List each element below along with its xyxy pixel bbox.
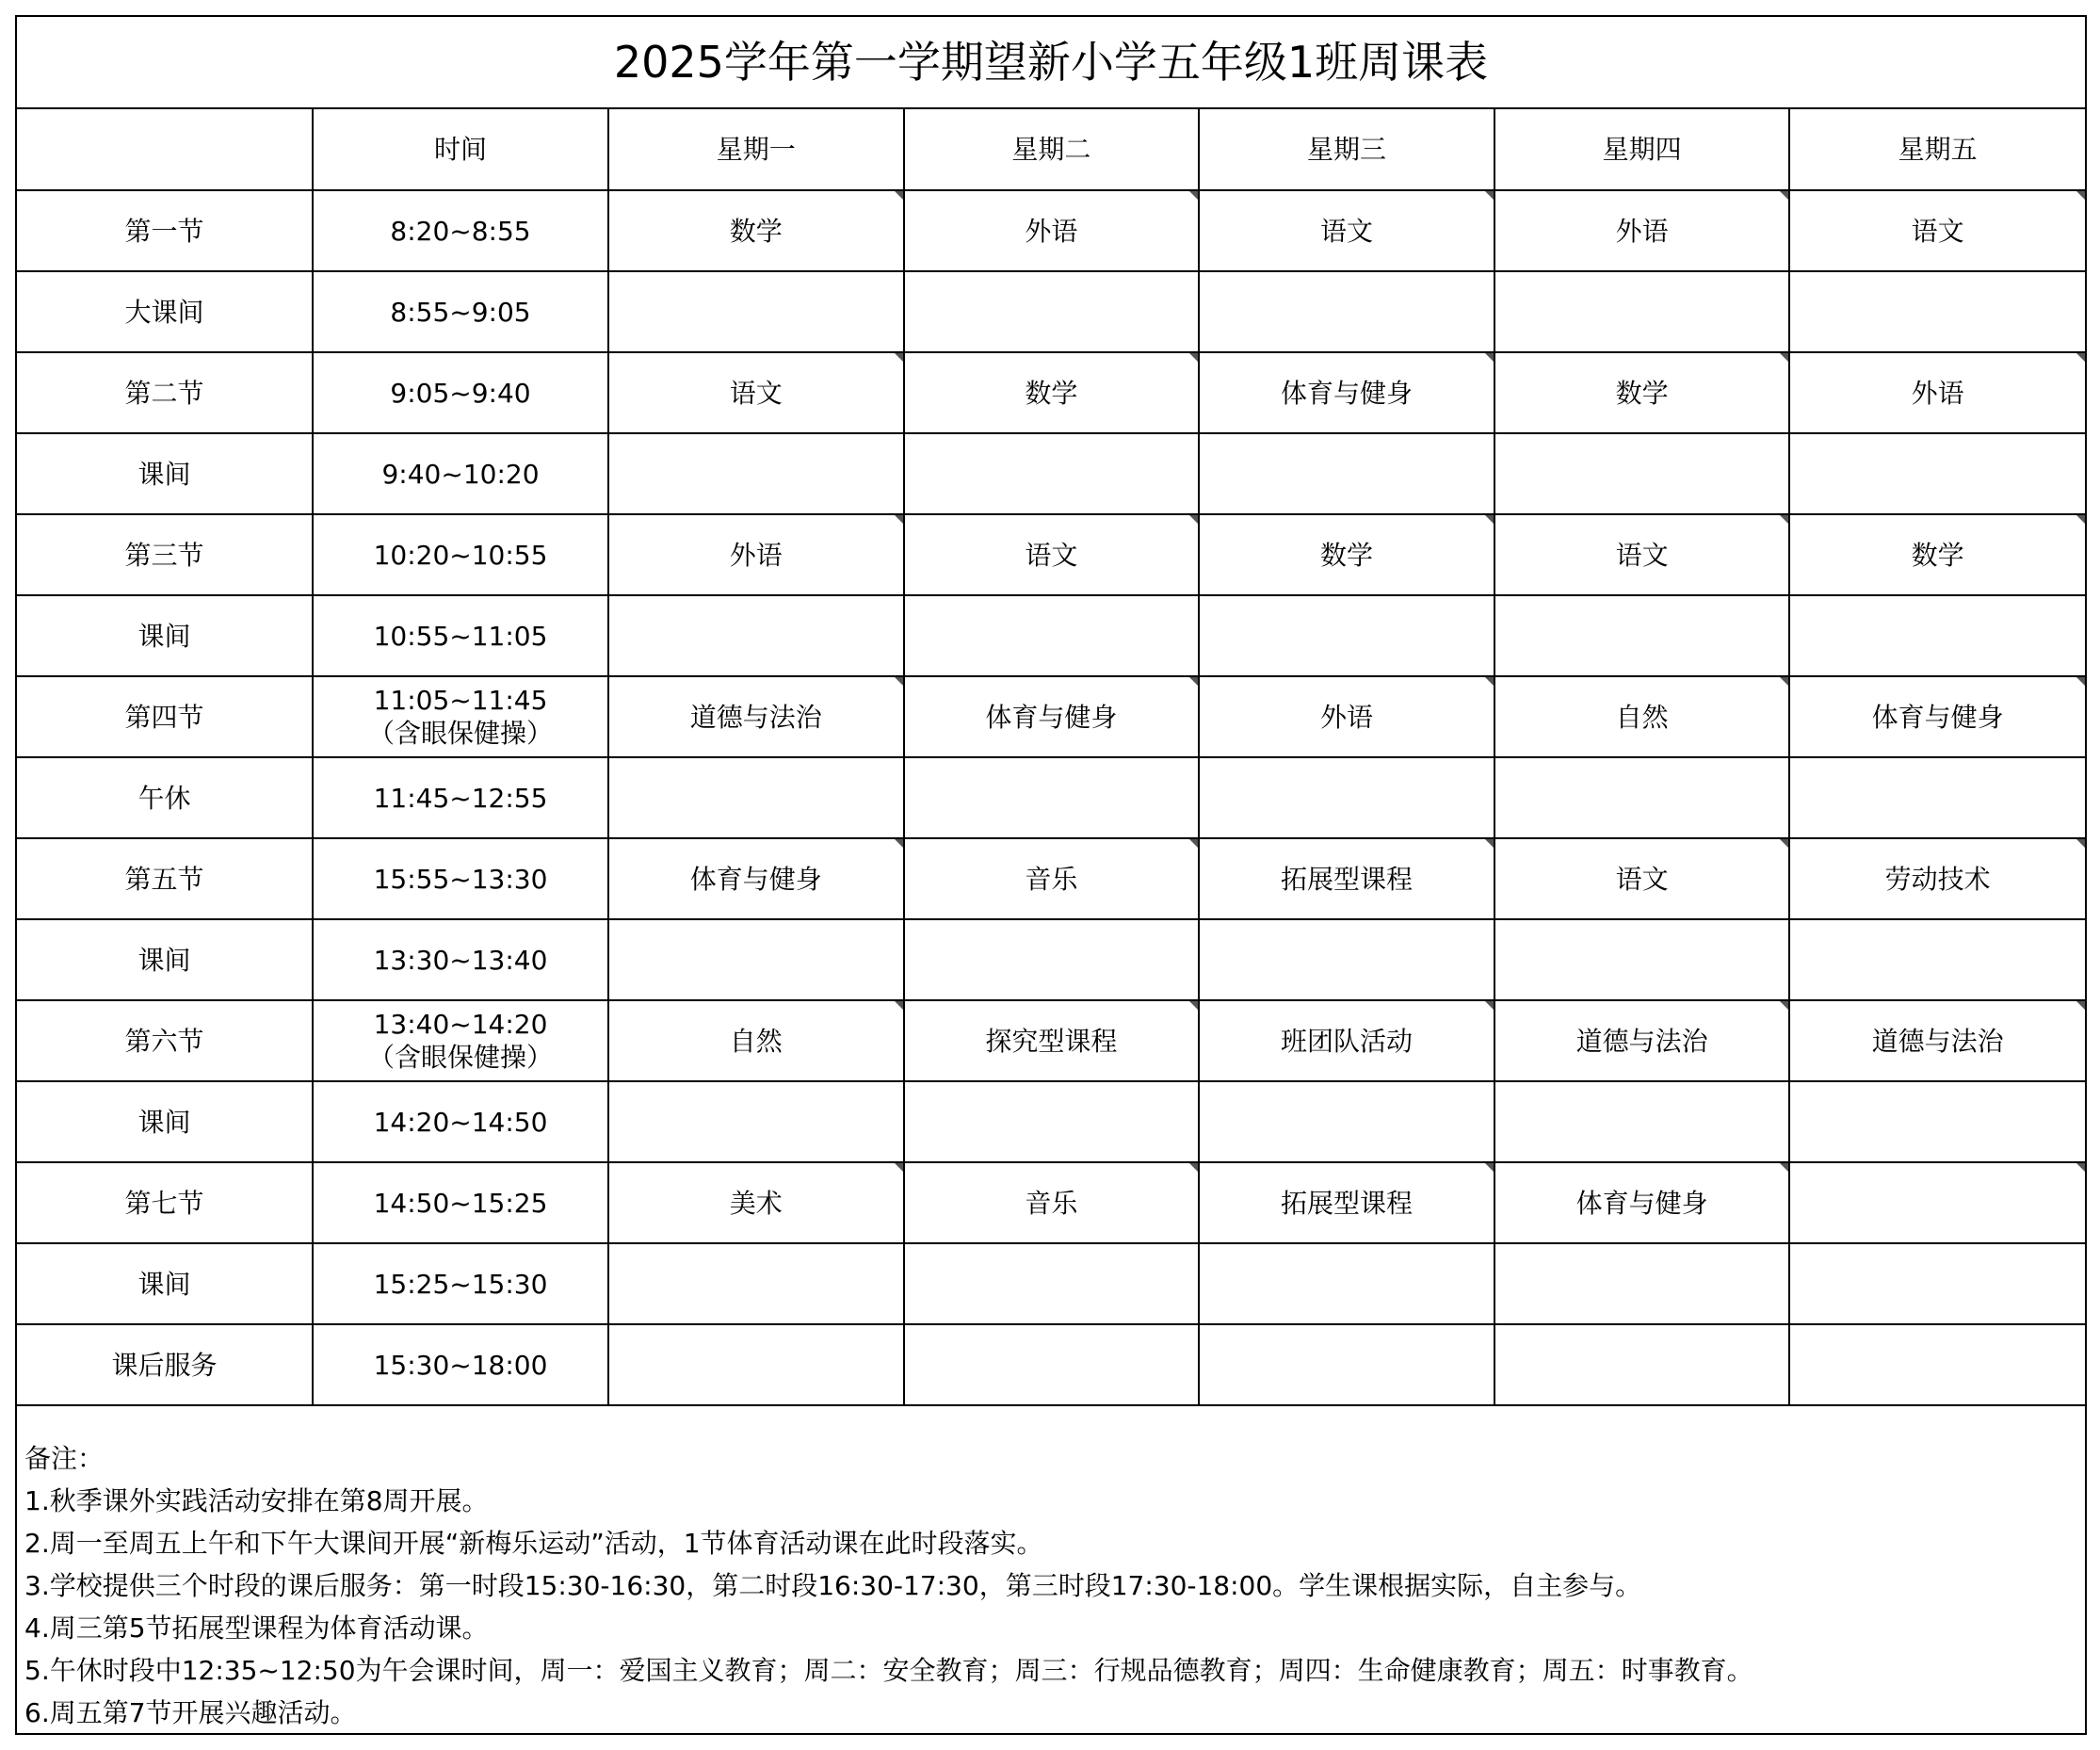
table-row [17, 1081, 2085, 1162]
time-range: 13:30~13:40 [373, 944, 548, 976]
class-cell-friday [1789, 1243, 2085, 1324]
class-cell-tuesday [904, 919, 1200, 1000]
timetable [17, 109, 2085, 1406]
class-cell-wednesday: 班团队活动 [1199, 1000, 1494, 1081]
header-wednesday: 星期三 [1199, 109, 1494, 190]
time-note: （含眼保健操） [367, 1042, 553, 1073]
class-cell-thursday [1494, 433, 1790, 514]
time-range: 15:55~13:30 [373, 863, 548, 895]
period-cell: 第六节 [17, 1000, 313, 1081]
time-range: 8:55~9:05 [390, 296, 531, 328]
header-row [17, 109, 2085, 190]
class-cell-wednesday: 语文 [1199, 190, 1494, 271]
note-item: 4.周三第5节拓展型课程为体育活动课。 [24, 1612, 489, 1644]
class-cell-monday [608, 757, 904, 838]
table-row [17, 1324, 2085, 1405]
time-range: 11:45~12:55 [373, 782, 548, 814]
header-tuesday: 星期二 [904, 109, 1200, 190]
period-cell: 第三节 [17, 514, 313, 595]
note-item: 1.秋季课外实践活动安排在第8周开展。 [24, 1485, 489, 1516]
time-note: （含眼保健操） [367, 718, 553, 749]
header-friday: 星期五 [1789, 109, 2085, 190]
table-row [17, 1000, 2085, 1081]
class-cell-friday [1789, 757, 2085, 838]
class-cell-friday: 体育与健身 [1789, 676, 2085, 757]
note-item: 3.学校提供三个时段的课后服务：第一时段15:30-16:30，第二时段16:30-17:30，第三时段17:30-18:00。学生课根据实际，自主参与。 [24, 1570, 1642, 1601]
class-cell-thursday [1494, 1081, 1790, 1162]
time-cell [313, 838, 608, 919]
period-cell: 课间 [17, 919, 313, 1000]
period-cell: 第二节 [17, 352, 313, 433]
class-cell-wednesday: 拓展型课程 [1199, 838, 1494, 919]
schedule-sheet [15, 15, 2087, 1735]
table-row [17, 190, 2085, 271]
time-range: 14:20~14:50 [373, 1106, 548, 1138]
class-cell-tuesday [904, 757, 1200, 838]
class-cell-thursday: 道德与法治 [1494, 1000, 1790, 1081]
class-cell-tuesday: 体育与健身 [904, 676, 1200, 757]
class-cell-wednesday: 拓展型课程 [1199, 1162, 1494, 1243]
time-range: 9:40~10:20 [381, 458, 540, 490]
class-cell-wednesday [1199, 1243, 1494, 1324]
header-period [17, 109, 313, 190]
table-row [17, 433, 2085, 514]
header-time: 时间 [313, 109, 608, 190]
class-cell-monday: 自然 [608, 1000, 904, 1081]
class-cell-monday: 体育与健身 [608, 838, 904, 919]
time-cell [313, 271, 608, 352]
class-cell-friday [1789, 433, 2085, 514]
class-cell-friday: 数学 [1789, 514, 2085, 595]
class-cell-friday [1789, 1162, 2085, 1243]
class-cell-tuesday [904, 595, 1200, 676]
class-cell-monday [608, 1243, 904, 1324]
period-cell: 午休 [17, 757, 313, 838]
note-item: 5.午休时段中12:35~12:50为午会课时间，周一：爱国主义教育；周二：安全教育；周三：行规品德教育；周四：生命健康教育；周五：时事教育。 [24, 1655, 1753, 1686]
table-row [17, 919, 2085, 1000]
period-cell: 课间 [17, 433, 313, 514]
class-cell-friday: 外语 [1789, 352, 2085, 433]
header-thursday: 星期四 [1494, 109, 1790, 190]
time-cell [313, 190, 608, 271]
class-cell-monday [608, 595, 904, 676]
note-item: 2.周一至周五上午和下午大课间开展“新梅乐运动”活动，1节体育活动课在此时段落实。 [24, 1528, 1043, 1559]
time-range: 15:30~18:00 [373, 1349, 548, 1381]
class-cell-tuesday [904, 1324, 1200, 1405]
class-cell-friday [1789, 271, 2085, 352]
class-cell-monday [608, 433, 904, 514]
timetable-body [17, 190, 2085, 1405]
time-range: 10:55~11:05 [373, 620, 548, 652]
time-cell [313, 1324, 608, 1405]
class-cell-tuesday: 数学 [904, 352, 1200, 433]
class-cell-monday [608, 1324, 904, 1405]
class-cell-wednesday [1199, 919, 1494, 1000]
class-cell-thursday: 自然 [1494, 676, 1790, 757]
time-range: 14:50~15:25 [373, 1187, 548, 1219]
class-cell-thursday [1494, 1324, 1790, 1405]
class-cell-wednesday [1199, 1324, 1494, 1405]
class-cell-wednesday [1199, 1081, 1494, 1162]
time-cell [313, 757, 608, 838]
class-cell-thursday: 数学 [1494, 352, 1790, 433]
time-cell [313, 595, 608, 676]
time-range: 9:05~9:40 [390, 377, 531, 409]
time-range: 8:20~8:55 [390, 215, 531, 247]
class-cell-wednesday: 体育与健身 [1199, 352, 1494, 433]
time-cell [313, 1162, 608, 1243]
class-cell-tuesday: 音乐 [904, 838, 1200, 919]
class-cell-tuesday [904, 1081, 1200, 1162]
class-cell-thursday [1494, 757, 1790, 838]
class-cell-friday: 语文 [1789, 190, 2085, 271]
class-cell-friday: 道德与法治 [1789, 1000, 2085, 1081]
class-cell-thursday [1494, 271, 1790, 352]
period-cell: 课间 [17, 595, 313, 676]
class-cell-tuesday [904, 433, 1200, 514]
class-cell-thursday: 体育与健身 [1494, 1162, 1790, 1243]
time-range: 15:25~15:30 [373, 1268, 548, 1300]
period-cell: 课后服务 [17, 1324, 313, 1405]
class-cell-thursday: 语文 [1494, 514, 1790, 595]
table-row [17, 514, 2085, 595]
period-cell: 大课间 [17, 271, 313, 352]
class-cell-friday [1789, 919, 2085, 1000]
class-cell-thursday [1494, 595, 1790, 676]
time-range: 10:20~10:55 [373, 539, 548, 571]
time-cell [313, 676, 608, 757]
time-cell [313, 1243, 608, 1324]
class-cell-tuesday: 语文 [904, 514, 1200, 595]
notes-heading: 备注： [24, 1443, 105, 1474]
period-cell: 第一节 [17, 190, 313, 271]
class-cell-wednesday [1199, 271, 1494, 352]
time-cell [313, 919, 608, 1000]
class-cell-thursday: 外语 [1494, 190, 1790, 271]
time-cell [313, 1000, 608, 1081]
period-cell: 第四节 [17, 676, 313, 757]
class-cell-monday: 外语 [608, 514, 904, 595]
class-cell-tuesday: 外语 [904, 190, 1200, 271]
time-range: 11:05~11:45 [373, 685, 548, 716]
class-cell-friday [1789, 595, 2085, 676]
class-cell-thursday [1494, 1243, 1790, 1324]
table-row [17, 1162, 2085, 1243]
table-row [17, 676, 2085, 757]
class-cell-monday [608, 919, 904, 1000]
period-cell: 课间 [17, 1081, 313, 1162]
class-cell-monday [608, 271, 904, 352]
class-cell-tuesday: 探究型课程 [904, 1000, 1200, 1081]
page-title: 2025学年第一学期望新小学五年级1班周课表 [17, 17, 2085, 109]
class-cell-friday: 劳动技术 [1789, 838, 2085, 919]
note-item: 6.周五第7节开展兴趣活动。 [24, 1697, 357, 1728]
table-row [17, 1243, 2085, 1324]
header-monday: 星期一 [608, 109, 904, 190]
time-cell [313, 433, 608, 514]
table-row [17, 595, 2085, 676]
table-row [17, 271, 2085, 352]
class-cell-monday: 语文 [608, 352, 904, 433]
table-row [17, 352, 2085, 433]
class-cell-wednesday [1199, 433, 1494, 514]
class-cell-tuesday [904, 271, 1200, 352]
class-cell-tuesday [904, 1243, 1200, 1324]
time-cell [313, 514, 608, 595]
class-cell-monday [608, 1081, 904, 1162]
class-cell-wednesday [1199, 757, 1494, 838]
notes-section [17, 1434, 2085, 1734]
class-cell-monday: 数学 [608, 190, 904, 271]
class-cell-friday [1789, 1081, 2085, 1162]
class-cell-tuesday: 音乐 [904, 1162, 1200, 1243]
class-cell-friday [1789, 1324, 2085, 1405]
class-cell-thursday [1494, 919, 1790, 1000]
class-cell-monday: 美术 [608, 1162, 904, 1243]
time-cell [313, 352, 608, 433]
period-cell: 第五节 [17, 838, 313, 919]
class-cell-wednesday: 数学 [1199, 514, 1494, 595]
class-cell-thursday: 语文 [1494, 838, 1790, 919]
period-cell: 课间 [17, 1243, 313, 1324]
class-cell-wednesday [1199, 595, 1494, 676]
time-range: 13:40~14:20 [373, 1009, 548, 1040]
class-cell-wednesday: 外语 [1199, 676, 1494, 757]
table-row [17, 757, 2085, 838]
period-cell: 第七节 [17, 1162, 313, 1243]
class-cell-monday: 道德与法治 [608, 676, 904, 757]
table-row [17, 838, 2085, 919]
time-cell [313, 1081, 608, 1162]
